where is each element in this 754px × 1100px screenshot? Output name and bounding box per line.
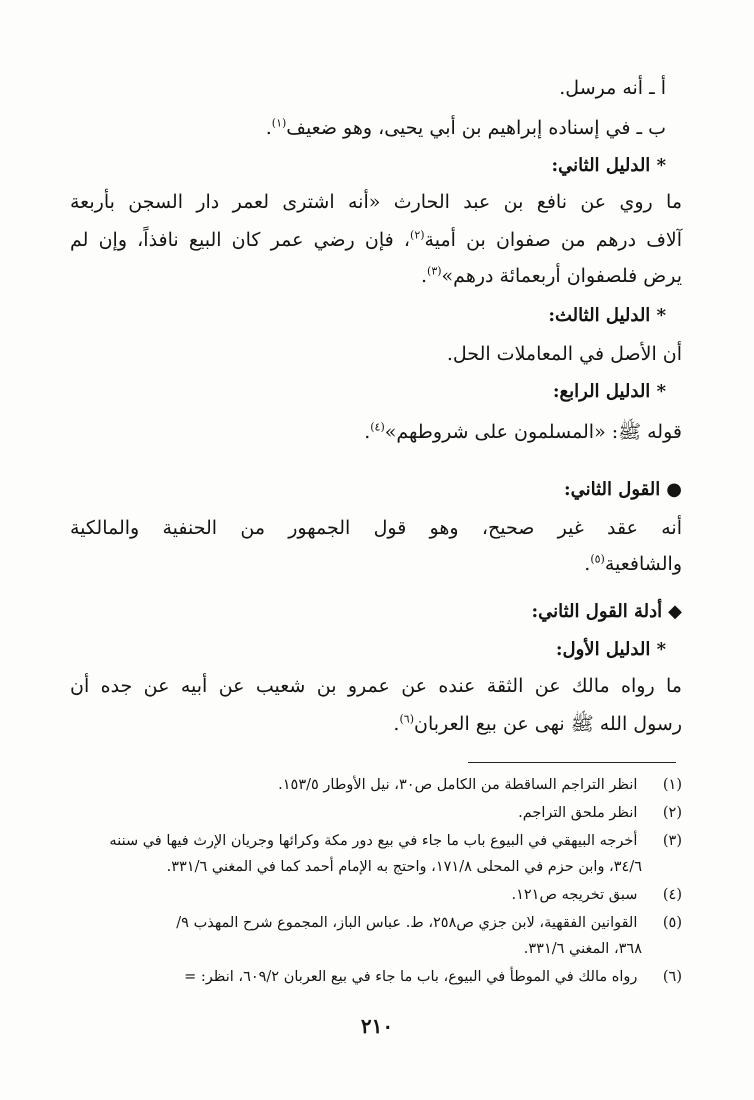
text-line-8: أن الأصل في المعاملات الحل. — [446, 343, 682, 365]
footnote-6: (٦) رواه مالك في الموطأ في البيوع، باب ما جاء في بيع العربان ٦٠٩/٢، انظر: = — [184, 969, 682, 985]
footnote-ref-5[interactable]: (٥) — [590, 552, 605, 566]
text-line-16: ما رواه مالك عن الثقة عنده عن عمرو بن شعيب عن أبيه عن جده أن — [70, 675, 682, 697]
footnote-4: (٤) سبق تخريجه ص١٢١. — [511, 887, 682, 903]
footnote-separator — [468, 762, 676, 763]
text-line-12: أنه عقد غير صحيح، وهو قول الجمهور من الحنفية والمالكية — [70, 517, 682, 539]
text-line-4: ما روي عن نافع بن عبد الحارث «أنه اشترى لعمر دار السجن بأربعة — [70, 191, 682, 213]
heading-second-evidence: * الدليل الثاني: — [551, 155, 666, 176]
heading-second-opinion: ●القول الثاني: — [563, 479, 682, 500]
footnote-ref-3[interactable]: (٣) — [427, 264, 442, 278]
bullet-circle-icon: ● — [666, 479, 682, 500]
heading-fourth-evidence: * الدليل الرابع: — [552, 381, 666, 402]
text-line-13: والشافعية$^{(٥)}$. — [584, 552, 682, 575]
page-number: ٢١٠ — [360, 1014, 394, 1038]
heading-first-evidence: * الدليل الأول: — [555, 639, 666, 660]
footnote-ref-1[interactable]: (١) — [271, 116, 287, 130]
footnote-3: (٣) أخرجه البيهقي في البيوع باب ما جاء في بيع دور مكة وكرائها وجريان الإرث فيها في سننه — [109, 833, 682, 849]
footnote-ref-6[interactable]: (٦) — [399, 712, 414, 726]
footnote-5-continued: ٣٦٨، المغني ٣٣١/٦. — [523, 941, 642, 957]
footnote-ref-4[interactable]: (٤) — [370, 420, 385, 434]
footnote-3-continued: ٣٤/٦، وابن حزم في المحلى ١٧١/٨، واحتج به الإمام أحمد كما في المغني ٣٣١/٦. — [166, 859, 642, 875]
text-line-5: آلاف درهم من صفوان بن أمية$^{(٢)}$، فإن رضي عمر كان البيع نافذاً، وإن لم — [70, 228, 683, 251]
text-line-6: يرض فلصفوان أربعمائة درهم»$^{(٣)}$. — [420, 264, 682, 287]
heading-evidence-second-opinion: ◆أدلة القول الثاني: — [531, 601, 682, 622]
heading-third-evidence: * الدليل الثالث: — [548, 305, 666, 326]
footnote-1: (١) انظر التراجم الساقطة من الكامل ص٣٠، نيل الأوطار ١٥٣/٥. — [278, 777, 682, 793]
footnote-ref-2[interactable]: (٢) — [410, 228, 425, 242]
bullet-diamond-icon: ◆ — [668, 601, 682, 622]
text-line-10: قوله ﷺ: «المسلمون على شروطهم»$^{(٤)}$. — [364, 420, 682, 443]
footnote-2: (٢) انظر ملحق التراجم. — [518, 805, 682, 821]
text-line-17: رسول الله ﷺ نهى عن بيع العربان$^{(٦)}$. — [393, 712, 682, 735]
text-line-point-a: أ ـ أنه مرسل. — [559, 77, 666, 99]
text-line-point-b: ب ـ في إسناده إبراهيم بن أبي يحيى، وهو ضعيف$^{(١)}$. — [265, 116, 666, 139]
footnote-5: (٥) القوانين الفقهية، لابن جزي ص٢٥٨، ط. عباس الباز، المجموع شرح المهذب ٩/ — [176, 915, 682, 931]
